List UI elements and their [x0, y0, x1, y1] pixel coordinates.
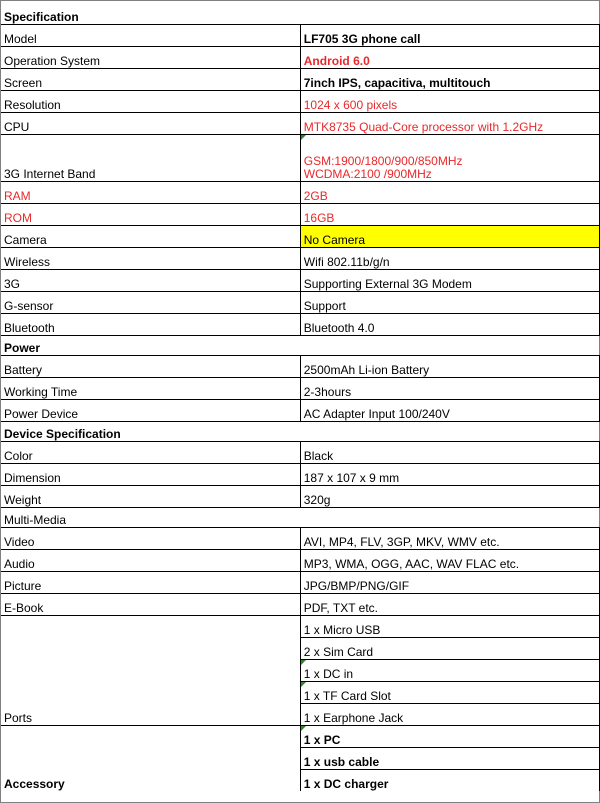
value-camera: No Camera	[300, 226, 599, 248]
label-3g: 3G	[1, 270, 300, 292]
value-band	[300, 135, 599, 182]
label-ports: Ports	[1, 616, 300, 726]
value-resolution: 1024 x 600 pixels	[300, 91, 599, 113]
label-ebook: E-Book	[1, 594, 300, 616]
label-model: Model	[1, 25, 300, 47]
table-row	[1, 91, 600, 113]
table-row	[1, 616, 600, 638]
label-power-device: Power Device	[1, 400, 300, 422]
port-item: 1 x TF Card Slot	[300, 682, 599, 704]
section-row-device	[1, 422, 600, 442]
section-title-multimedia: Multi-Media	[1, 508, 600, 528]
label-video: Video	[1, 528, 300, 550]
label-battery: Battery	[1, 356, 300, 378]
table-row	[1, 226, 600, 248]
label-working-time: Working Time	[1, 378, 300, 400]
section-title-power: Power	[1, 336, 600, 356]
table-row	[1, 528, 600, 550]
value-power-device: AC Adapter Input 100/240V	[300, 400, 599, 422]
table-row	[1, 182, 600, 204]
section-row-specification	[1, 5, 600, 25]
value-bluetooth: Bluetooth 4.0	[300, 314, 599, 336]
accessory-item: 1 x usb cable	[300, 748, 599, 770]
value-rom: 16GB	[300, 204, 599, 226]
table-row	[1, 356, 600, 378]
table-row	[1, 572, 600, 594]
section-row-power	[1, 336, 600, 356]
value-dimension: 187 x 107 x 9 mm	[300, 464, 599, 486]
table-row	[1, 270, 600, 292]
value-3g: Supporting External 3G Modem	[300, 270, 599, 292]
label-ram: RAM	[1, 182, 300, 204]
label-color: Color	[1, 442, 300, 464]
accessory-item: 1 x PC	[300, 726, 599, 748]
value-weight: 320g	[300, 486, 599, 508]
label-rom: ROM	[1, 204, 300, 226]
table-row	[1, 25, 600, 47]
table-row	[1, 400, 600, 422]
table-row	[1, 594, 600, 616]
value-color: Black	[300, 442, 599, 464]
table-row	[1, 464, 600, 486]
spec-table	[1, 5, 600, 791]
label-wireless: Wireless	[1, 248, 300, 270]
value-model: LF705 3G phone call	[300, 25, 599, 47]
table-row	[1, 292, 600, 314]
table-row	[1, 314, 600, 336]
section-title-specification: Specification	[1, 5, 600, 25]
value-ebook: PDF, TXT etc.	[300, 594, 599, 616]
value-battery: 2500mAh Li-ion Battery	[300, 356, 599, 378]
value-wireless: Wifi 802.11b/g/n	[300, 248, 599, 270]
label-dimension: Dimension	[1, 464, 300, 486]
value-working-time: 2-3hours	[300, 378, 599, 400]
label-audio: Audio	[1, 550, 300, 572]
value-os: Android 6.0	[300, 47, 599, 69]
label-picture: Picture	[1, 572, 300, 594]
label-os: Operation System	[1, 47, 300, 69]
table-row	[1, 550, 600, 572]
accessory-item: 1 x DC charger	[300, 770, 599, 792]
table-row	[1, 47, 600, 69]
label-accessory: Accessory	[1, 726, 300, 792]
label-weight: Weight	[1, 486, 300, 508]
value-gsensor: Support	[300, 292, 599, 314]
label-camera: Camera	[1, 226, 300, 248]
label-screen: Screen	[1, 69, 300, 91]
table-row	[1, 378, 600, 400]
label-band: 3G Internet Band	[1, 135, 300, 182]
value-picture: JPG/BMP/PNG/GIF	[300, 572, 599, 594]
port-item: 1 x Earphone Jack	[300, 704, 599, 726]
value-video: AVI, MP4, FLV, 3GP, MKV, WMV etc.	[300, 528, 599, 550]
label-gsensor: G-sensor	[1, 292, 300, 314]
table-row	[1, 486, 600, 508]
value-cpu: MTK8735 Quad-Core processor with 1.2GHz	[300, 113, 599, 135]
label-bluetooth: Bluetooth	[1, 314, 300, 336]
section-title-device: Device Specification	[1, 422, 600, 442]
table-row	[1, 135, 600, 182]
port-item: 2 x Sim Card	[300, 638, 599, 660]
value-ram: 2GB	[300, 182, 599, 204]
table-row	[1, 113, 600, 135]
value-band-line1: GSM:1900/1800/900/850MHz	[303, 154, 463, 168]
table-row	[1, 726, 600, 748]
section-row-multimedia	[1, 508, 600, 528]
value-audio: MP3, WMA, OGG, AAC, WAV FLAC etc.	[300, 550, 599, 572]
port-item: 1 x Micro USB	[300, 616, 599, 638]
port-item: 1 x DC in	[300, 660, 599, 682]
value-band-line2: WCDMA:2100 /900MHz	[303, 167, 432, 181]
label-resolution: Resolution	[1, 91, 300, 113]
label-cpu: CPU	[1, 113, 300, 135]
table-row	[1, 442, 600, 464]
table-row	[1, 69, 600, 91]
value-screen: 7inch IPS, capacitiva, multitouch	[300, 69, 599, 91]
table-row	[1, 204, 600, 226]
table-row	[1, 248, 600, 270]
